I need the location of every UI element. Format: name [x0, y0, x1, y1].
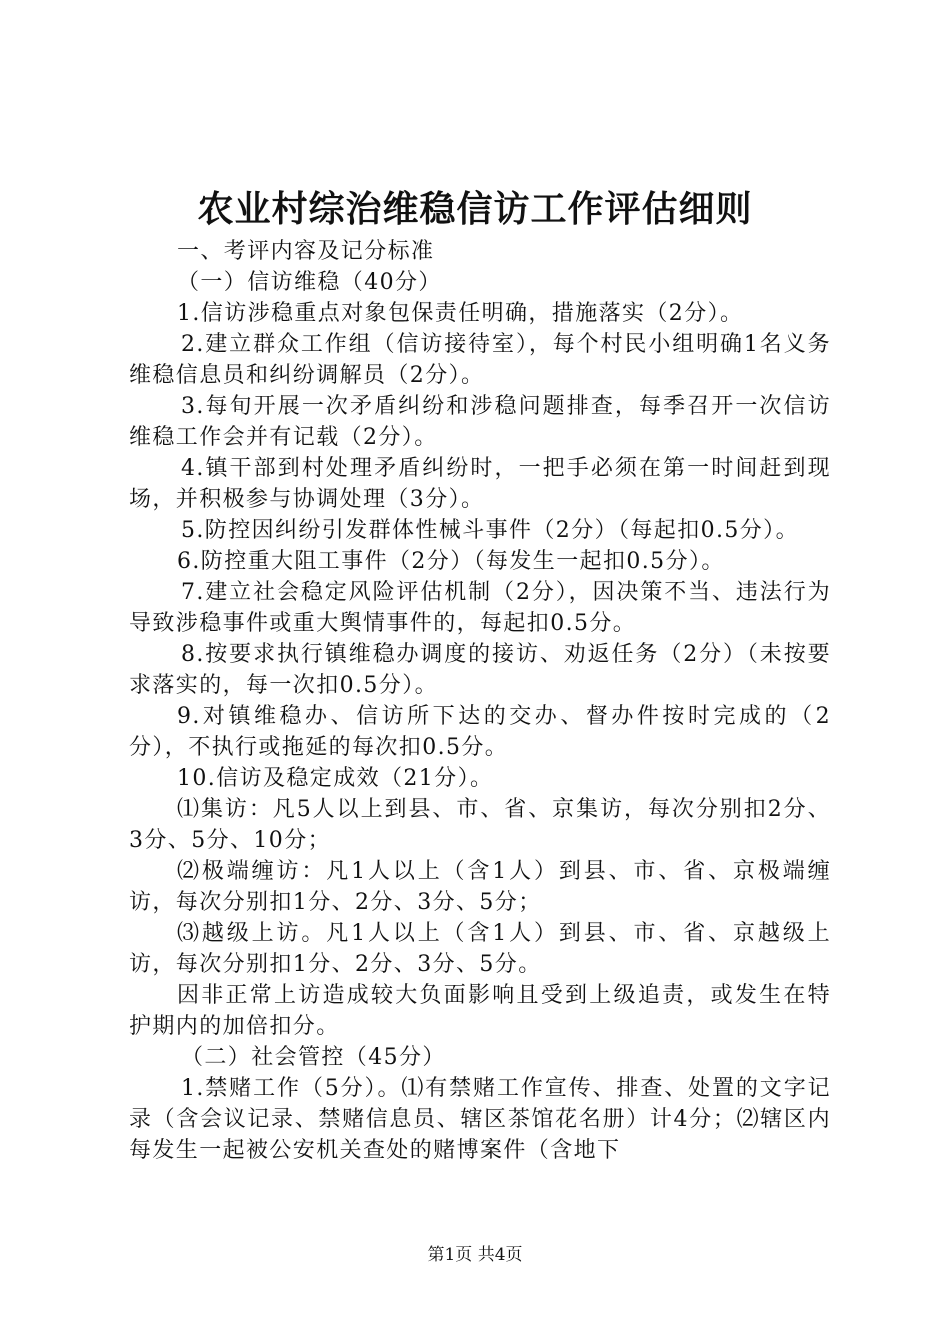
paragraph: 10.信访及稳定成效（21分）。	[177, 766, 494, 791]
paragraph: 6.防控重大阻工事件（2分）（每发生一起扣0.5分）。	[177, 549, 725, 574]
paragraph: 1.禁赌工作（5分）。⑴有禁赌工作宣传、排查、处置的文字记录（含会议记录、禁赌信息员、辖区茶馆花名册）计4分；⑵辖区内每发生一起被公安机关查处的赌博案件（含地下	[129, 1076, 831, 1163]
document-title: 农业村综治维稳信访工作评估细则	[197, 189, 753, 230]
paragraph: 8.按要求执行镇维稳办调度的接访、劝返任务（2分）（未按要求落实的，每一次扣0.5分）。	[129, 642, 831, 698]
paragraph: 因非正常上访造成较大负面影响且受到上级追责，或发生在特护期内的加倍扣分。	[129, 983, 831, 1039]
paragraph: 9.对镇维稳办、信访所下达的交办、督办件按时完成的（2分），不执行或拖延的每次扣0.5分。	[129, 704, 831, 760]
paragraph: 7.建立社会稳定风险评估机制（2分），因决策不当、违法行为导致涉稳事件或重大舆情事件的，每起扣0.5分。	[129, 580, 831, 636]
page-number: 第1页 共4页	[427, 1245, 523, 1265]
list-item: ⑵极端缠访：凡1人以上（含1人）到县、市、省、京极端缠访，每次分别扣1分、2分、3分、5分；	[129, 859, 831, 915]
list-item: ⑴集访：凡5人以上到县、市、省、京集访，每次分别扣2分、3分、5分、10分；	[129, 797, 831, 853]
list-item: ⑶越级上访。凡1人以上（含1人）到县、市、省、京越级上访，每次分别扣1分、2分、3分、5分。	[129, 921, 831, 977]
subsection-heading: （二）社会管控（45分）	[181, 1045, 446, 1070]
paragraph: 4.镇干部到村处理矛盾纠纷时，一把手必须在第一时间赶到现场，并积极参与协调处理（3分）。	[129, 456, 831, 512]
section-heading: 一、考评内容及记分标准	[177, 239, 435, 264]
paragraph: 2.建立群众工作组（信访接待室），每个村民小组明确1名义务维稳信息员和纠纷调解员（2分）。	[129, 332, 831, 388]
document-body	[129, 236, 831, 1166]
subsection-heading: （一）信访维稳（40分）	[177, 270, 442, 295]
paragraph: 3.每旬开展一次矛盾纠纷和涉稳问题排查，每季召开一次信访维稳工作会并有记载（2分）。	[129, 394, 831, 450]
paragraph: 5.防控因纠纷引发群体性械斗事件（2分）（每起扣0.5分）。	[181, 518, 799, 543]
paragraph: 1.信访涉稳重点对象包保责任明确，措施落实（2分）。	[177, 301, 744, 326]
